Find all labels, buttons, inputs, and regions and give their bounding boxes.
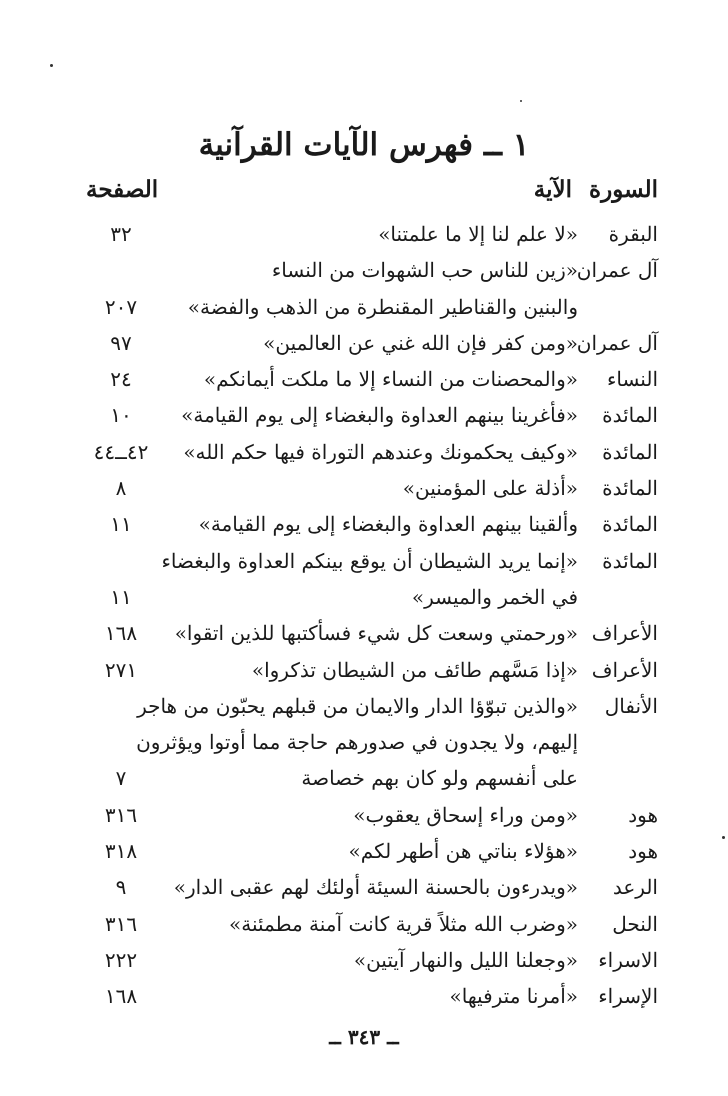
sura-name: الأعراف <box>591 657 658 682</box>
table-row <box>0 833 728 869</box>
aya-text: «إذا مَسَّهم طائف من الشيطان تذكروا» <box>251 657 578 682</box>
table-row <box>0 942 728 978</box>
page-number-footer: ــ ٣٤٣ ــ <box>329 1025 399 1049</box>
table-row <box>0 724 728 760</box>
page-number: ٢٠٧ <box>104 294 138 319</box>
sura-name: الاسراء <box>598 947 658 972</box>
table-row <box>0 579 728 615</box>
table-row <box>0 470 728 506</box>
aya-text: في الخمر والميسر» <box>411 584 578 609</box>
sura-name: آل عمران <box>576 330 658 355</box>
page-number: ١١ <box>110 512 132 537</box>
aya-text: «هؤلاء بناتي هن أطهر لكم» <box>348 839 578 864</box>
sura-name: هود <box>628 839 658 864</box>
header-sura: السورة <box>589 176 658 203</box>
aya-text: «وكيف يحكمونك وعندهم التوراة فيها حكم الله» <box>183 439 578 464</box>
page-number: ٤٢ــ٤٤ <box>93 439 149 464</box>
page-number: ١٦٨ <box>104 621 138 646</box>
table-row <box>0 978 728 1014</box>
aya-text: «والمحصنات من النساء إلا ما ملكت أيمانكم» <box>203 367 578 392</box>
table-row <box>0 652 728 688</box>
index-table <box>0 216 728 1015</box>
table-row <box>0 906 728 942</box>
page-number: ٧ <box>115 766 127 791</box>
sura-name: البقرة <box>608 222 658 246</box>
sura-name: النحل <box>612 911 658 936</box>
sura-name: المائدة <box>602 439 658 464</box>
aya-text: «وضرب الله مثلاً قرية كانت آمنة مطمئنة» <box>228 911 578 936</box>
sura-name: آل عمران <box>576 258 658 283</box>
page-number: ١٦٨ <box>104 984 138 1009</box>
aya-text: «وجعلنا الليل والنهار آيتين» <box>353 947 578 972</box>
page-number: ٣٢ <box>110 222 132 246</box>
table-row <box>0 797 728 833</box>
aya-text: «ومن كفر فإن الله غني عن العالمين» <box>263 330 578 355</box>
table-row <box>0 289 728 325</box>
page-number: ٣١٨ <box>104 839 138 864</box>
aya-text: «فأغرينا بينهم العداوة والبغضاء إلى يوم القيامة» <box>181 403 578 428</box>
page-number: ٢٤ <box>110 367 132 392</box>
page-title: ١ ــ فهرس الآيات القرآنية <box>198 127 530 163</box>
aya-text: إليهم، ولا يجدون في صدورهم حاجة مما أوتوا ويؤثرون <box>136 730 578 755</box>
table-row <box>0 252 728 288</box>
table-row <box>0 397 728 433</box>
aya-text: وألقينا بينهم العداوة والبغضاء إلى يوم القيامة» <box>198 512 578 537</box>
table-row <box>0 361 728 397</box>
sura-name: المائدة <box>602 548 658 573</box>
aya-text: على أنفسهم ولو كان بهم خصاصة <box>301 766 578 791</box>
table-row <box>0 869 728 905</box>
page-number: ٣١٦ <box>104 802 138 827</box>
aya-text: «لا علم لنا إلا ما علمتنا» <box>378 222 578 246</box>
table-header <box>0 176 728 212</box>
aya-text: والبنين والقناطير المقنطرة من الذهب والفضة» <box>187 294 578 319</box>
page-number: ١١ <box>110 584 132 609</box>
sura-name: النساء <box>606 367 658 392</box>
aya-text: «ومن وراء إسحاق يعقوب» <box>353 802 578 827</box>
page-number: ٢٧١ <box>104 657 138 682</box>
table-row <box>0 216 728 252</box>
table-row <box>0 434 728 470</box>
aya-text: «إنما يريد الشيطان أن يوقع بينكم العداوة والبغضاء <box>161 548 578 573</box>
sura-name: المائدة <box>602 403 658 428</box>
sura-name: الأعراف <box>591 621 658 646</box>
page-number: ٣١٦ <box>104 911 138 936</box>
aya-text: «أمرنا مترفيها» <box>449 984 578 1009</box>
aya-text: «ورحمتي وسعت كل شيء فسأكتبها للذين اتقوا» <box>174 621 578 646</box>
table-row <box>0 760 728 796</box>
page-number: ٩ <box>115 875 127 900</box>
header-page: الصفحة <box>86 176 159 203</box>
page-number: ١٠ <box>110 403 132 428</box>
table-row <box>0 615 728 651</box>
speck <box>520 100 522 102</box>
table-row <box>0 506 728 542</box>
sura-name: الإسراء <box>598 984 658 1009</box>
table-row <box>0 543 728 579</box>
sura-name: هود <box>628 802 658 827</box>
table-row <box>0 325 728 361</box>
page-number: ٩٧ <box>110 330 132 355</box>
aya-text: «أذلة على المؤمنين» <box>402 476 578 501</box>
sura-name: المائدة <box>602 476 658 501</box>
table-row <box>0 688 728 724</box>
sura-name: الأنفال <box>604 693 658 718</box>
speck <box>50 64 53 67</box>
page-number: ٢٢٢ <box>104 947 138 972</box>
aya-text: «زين للناس حب الشهوات من النساء <box>271 258 578 283</box>
sura-name: المائدة <box>602 512 658 537</box>
header-aya: الآية <box>533 176 572 203</box>
page-number: ٨ <box>115 476 127 501</box>
aya-text: «ويدرءون بالحسنة السيئة أولئك لهم عقبى الدار» <box>173 875 578 900</box>
sura-name: الرعد <box>612 875 658 900</box>
aya-text: «والذين تبوّؤا الدار والايمان من قبلهم يحبّون من هاجر <box>137 693 578 718</box>
